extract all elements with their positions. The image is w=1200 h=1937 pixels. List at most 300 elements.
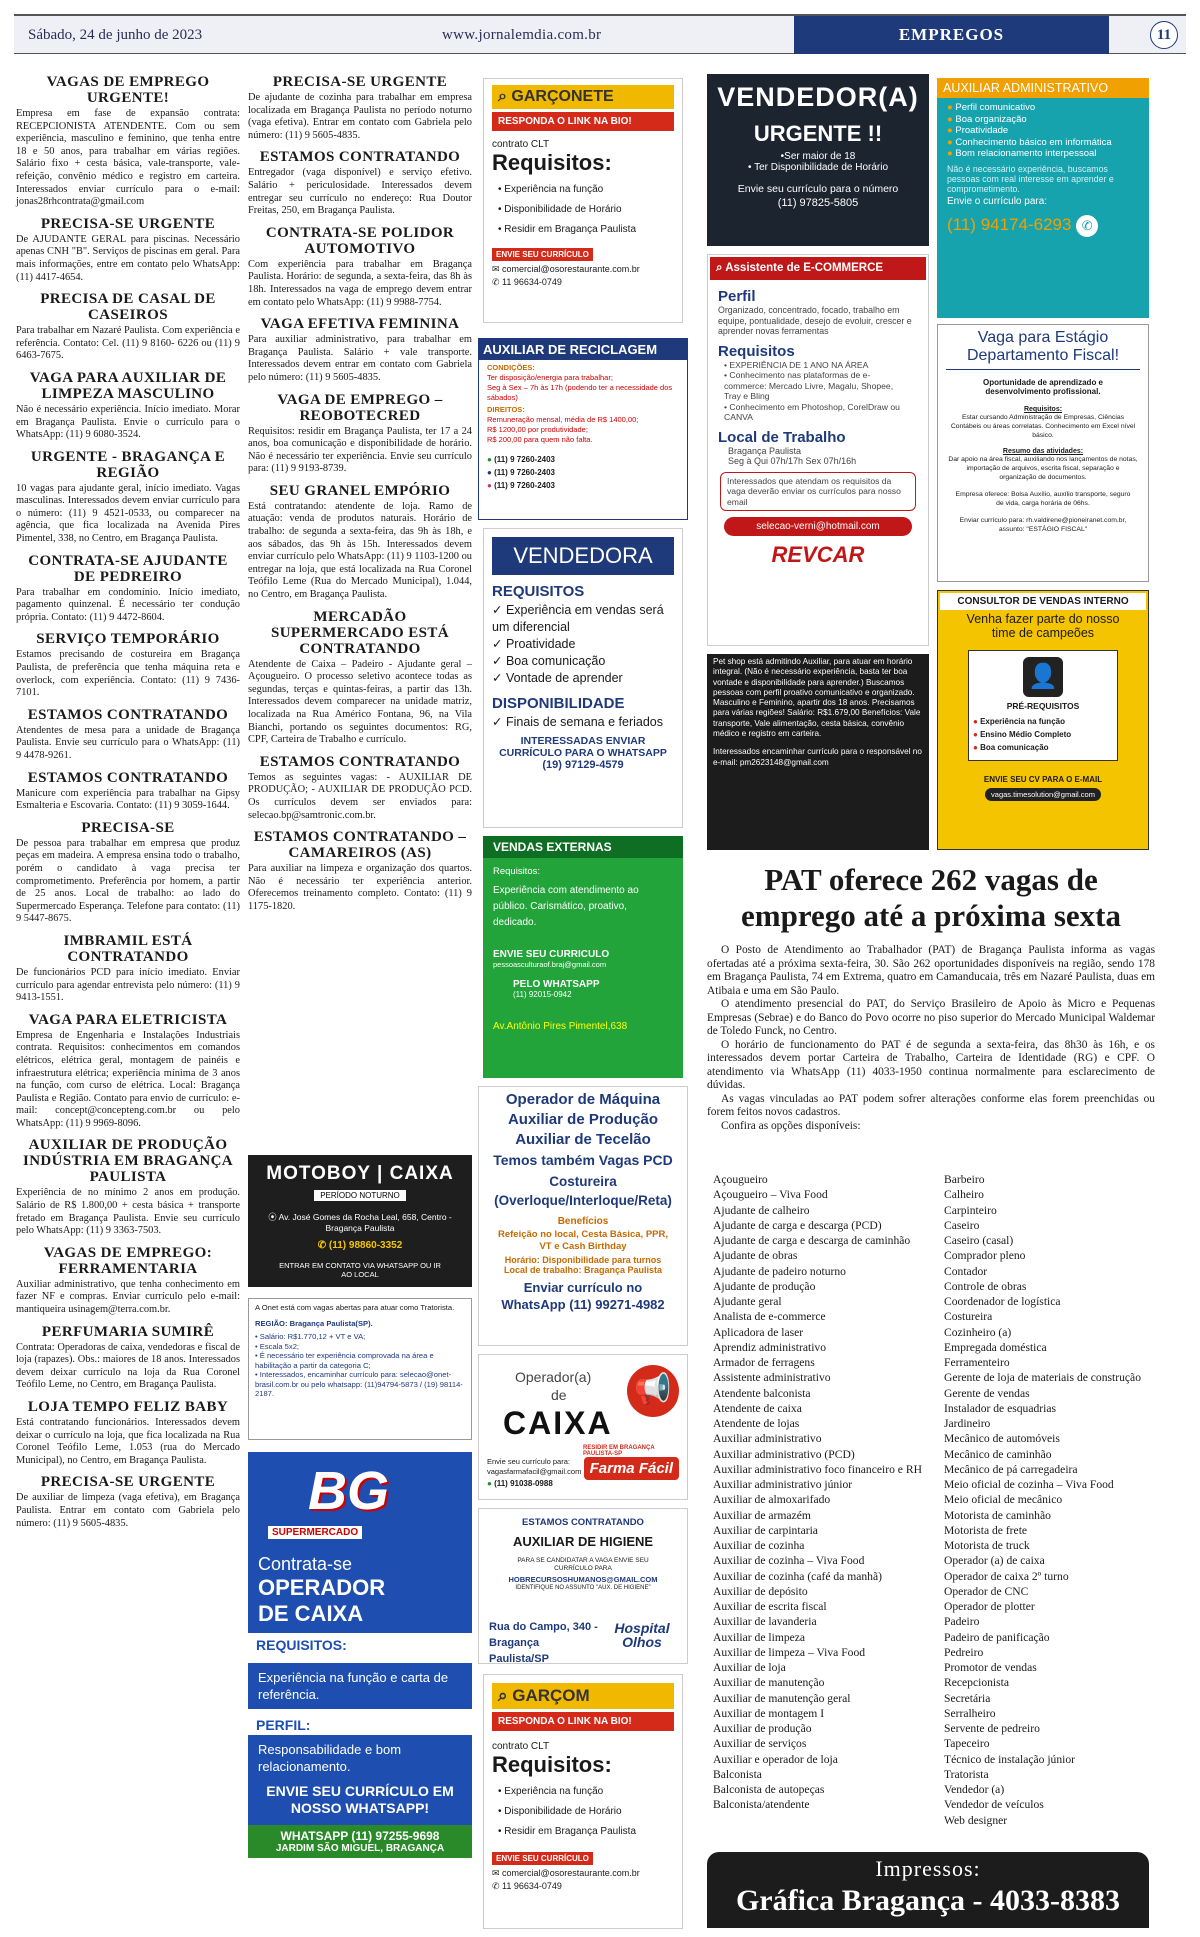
classified-ad <box>248 829 472 913</box>
classified-ad <box>248 74 472 142</box>
ad-bar: RESPONDA O LINK NA BIO! <box>492 112 674 131</box>
ad-title-1: Vaga para Estágio <box>977 329 1109 346</box>
vacancy-item: Mecânico de automóveis <box>944 1432 1060 1446</box>
vacancy-item: Aprendiz administrativo <box>713 1340 827 1354</box>
bullet-icon: • <box>255 1351 260 1360</box>
ad-vendas-externas <box>483 836 683 1078</box>
ad-phone-2: ● (11) 9 7260-2403 <box>487 468 555 477</box>
bullet-icon: • <box>255 1370 260 1379</box>
vacancy-item: Auxiliar de manutenção <box>713 1676 825 1690</box>
vacancy-item: Vendedor de veículos <box>944 1798 1044 1812</box>
classified-ad <box>16 553 240 625</box>
vacancy-item: Caseiro <box>944 1218 980 1232</box>
ad-dir-2: R$ 1200,00 por produtividade; <box>487 425 588 434</box>
ad-title: MOTOBOY | CAIXA <box>266 1163 454 1184</box>
ad-email: HOBRECURSOSHUMANOS@GMAIL.COM <box>508 1575 658 1584</box>
vacancy-item: Operador de CNC <box>944 1584 1029 1598</box>
vacancy-item: Aplicadora de laser <box>713 1325 804 1339</box>
list-item <box>255 1342 465 1352</box>
classified-ad <box>16 707 240 763</box>
ad-line-3: PARA SE CANDIDATAR A VAGA ENVIE SEU CURRÍCULO PARA <box>517 1557 649 1572</box>
vacancy-item: Empregada doméstica <box>944 1340 1047 1354</box>
ad-benefits: Refeição no local, Cesta Básica, PPR, VT e Cash Birthday <box>497 1229 668 1252</box>
vacancy-item: Coordenador de logística <box>944 1295 1061 1308</box>
ad-headline: MERCADÃO SUPERMERCADO ESTÁ CONTRATANDO <box>270 608 450 657</box>
ad-send: Enviar currículo para: rh.valdirene@pioneiranet.com.br, assunto: "ESTÁGIO FISCAL" <box>959 517 1127 533</box>
ad-operador-maquina <box>478 1086 688 1346</box>
ad-whatsapp: WHATSAPP (11) 97255-9698 <box>280 1829 440 1843</box>
classified-ad <box>248 609 472 747</box>
ad-subtitle: PERÍODO NOTURNO <box>314 1190 406 1201</box>
ad-line-2: de <box>551 1387 567 1403</box>
ad-title: AUXILIAR DE RECICLAGEM <box>479 339 687 360</box>
article-paragraph: O horário de funcionamento do PAT é de segunda a sexta-feira, das 8h30 às 16h, e os interessados devem portar Carteira de Trabalho, Carteira de Identidade (RG) e CPF. O atendimento via WhatsApp (11) 4033-1950 continua normalmente para esclarecimento de dúvidas. <box>707 1038 1155 1091</box>
list-item-text: Boa organização <box>955 113 1027 125</box>
list-item <box>947 125 1139 137</box>
vacancy-item: Meio oficial de mecânico <box>944 1493 1063 1507</box>
ad-local-2: Seg à Qui 07h/17h Sex 07h/16h <box>728 455 857 466</box>
ad-cta: Envie seu currículo para o número <box>737 183 899 195</box>
bullet-icon: • <box>498 1826 505 1837</box>
vacancy-item: Costureira <box>944 1310 993 1324</box>
facebook-icon: ● <box>487 468 495 477</box>
ad-email: vagas.timesolution@gmail.com <box>985 788 1101 801</box>
classified-ad <box>16 449 240 546</box>
vacancy-item: Contador <box>944 1264 988 1278</box>
classified-ad <box>248 392 472 476</box>
vacancy-item: Ajudante de produção <box>713 1279 816 1293</box>
vacancy-item: Secretária <box>944 1691 991 1705</box>
ad-line-1: ESTAMOS CONTRATANDO <box>522 1517 644 1528</box>
list-item-text: Escala 5x2; <box>259 1341 300 1351</box>
ad-title: ⌕ GARÇONETE <box>492 85 674 109</box>
classified-ad <box>16 770 240 813</box>
ad-req: Requisitos: <box>493 866 540 877</box>
ad-email: selecao-verni@hotmail.com <box>724 517 912 536</box>
vacancy-item: Padeiro de panificação <box>944 1630 1050 1644</box>
vacancy-item: Controle de obras <box>944 1279 1027 1293</box>
vacancy-item: Instalador de esquadrias <box>944 1401 1057 1415</box>
vacancy-item: Ajudante geral <box>713 1295 782 1308</box>
ad-body: De ajudante de cozinha para trabalhar em empresa localizada em Bragança Paulista no período noturno (vaga efetiva). Entrar em contato com Gabriela pelo número: (11) 9 5605-4835. <box>248 92 472 141</box>
ad-ecommerce <box>707 254 929 646</box>
vacancy-item: Motorista de caminhão <box>944 1508 1051 1522</box>
phone-icon: ✆ <box>492 277 503 287</box>
vacancy-item: Mecânico de pá carregadeira <box>944 1462 1078 1476</box>
vacancy-item: Auxiliar de limpeza – Viva Food <box>713 1645 866 1659</box>
vacancy-item: Auxiliar de lavanderia <box>713 1615 817 1629</box>
ad-address: ⦿ Av. José Gomes da Rocha Leal, 658, Centro - Bragança Paulista <box>268 1212 452 1233</box>
vacancy-item: Operador (a) de caixa <box>944 1554 1045 1568</box>
article-headline: PAT oferece 262 vagas de emprego até a próxima sexta <box>741 862 1121 933</box>
classified-ad <box>248 754 472 822</box>
ad-headline: SEU GRANEL EMPÓRIO <box>269 482 451 499</box>
ad-text: Pet shop está admitindo Auxiliar, para atuar em horário integral. (Não é necessário experiência, basta ter boa vontade e disponibilidade para aprender.) Buscamos pessoas com perfil proativo comunicativo e organizado. Masculino e Feminino, apartir dos 18 anos. Precisamos para várias regiões! Salário: R$1.679,00 Benefícios: Vale transporte, Vale alimentação, cesta básica, convênio médico e registro em carteira. <box>713 657 921 739</box>
whatsapp-icon: ● <box>487 1479 495 1488</box>
ad-line-3: Auxiliar de Tecelão <box>515 1131 651 1148</box>
vacancy-item: Operador de plotter <box>944 1600 1035 1613</box>
list-item-text: Experiência na função <box>980 717 1065 726</box>
ad-headline: URGENTE - BRAGANÇA E REGIÃO <box>30 448 226 481</box>
ad-clt: contrato CLT <box>492 1741 550 1752</box>
ad-body: De pessoa para trabalhar em empresa que produz peças em madeira. A empresa ensina todo o trabalho, porém o candidato à vaga precisa ter comprometimento. Preferência por homem, a partir de 25 anos. Local de trabalho: ao lado do Supermercado Esperança. Telefone para contato: (11) 9 5447-8675. <box>16 837 240 925</box>
ad-body: Atendente de Caixa – Padeiro - Ajudante geral – Açougueiro. O processo seletivo acontece todas as segundas, terças e quintas-feiras, a partir das 13h. Interessados devem comparecer na unidade matriz, localizada na Rua Américo Fontana, 96, na Vila Bianchi, portando os seguintes documentos: RG, CPF, Carteira de Trabalho e currículo. <box>248 658 472 746</box>
ad-footer: ENTRAR EM CONTATO VIA WHATSAPP OU IR AO LOCAL <box>279 1261 441 1279</box>
ad-subtitle: Venha fazer parte do nosso time de campeões <box>966 612 1120 640</box>
ad-estagio-fiscal <box>937 324 1149 582</box>
classified-ad <box>16 370 240 442</box>
ad-line-4: Temos também Vagas PCD <box>493 1152 673 1168</box>
ad-dir-label: DIREITOS: <box>487 405 525 414</box>
ad-headline: PRECISA-SE URGENTE <box>40 1474 216 1491</box>
ad-cta: Enviar currículo no WhatsApp (11) 99271-4982 <box>501 1280 665 1312</box>
list-item-text: Boa comunicação <box>505 654 606 668</box>
vacancy-item: Técnico de instalação júnior <box>944 1752 1076 1766</box>
ad-wa: PELO WHATSAPP <box>513 979 600 990</box>
farma-facil-logo: Farma Fácil <box>584 1457 679 1480</box>
vacancy-item: Mecânico de caminhão <box>944 1447 1052 1461</box>
ad-email: ✉ comercial@osorestaurante.com.br <box>492 264 640 274</box>
ad-body: Empresa em fase de expansão contrata: RECEPCIONISTA ATENDENTE. Com ou sem experiência, masculino e feminino, que tenha entre 18 e 50 anos, para trabalhar em várias regiões. Salário fixo + cesta básica, vale-transporte, vale-refeição, convênio médico e registro em carteira. Interessados enviar currículo para o e-mail: jonas28rhcontrata@gmail.com <box>16 108 240 208</box>
ad-line-1: Operador de Máquina <box>505 1091 661 1108</box>
ad-perf-label: PERFIL: <box>256 1717 311 1733</box>
vacancy-item: Ajudante de carga e descarga (PCD) <box>713 1218 882 1232</box>
page-header <box>14 14 1186 54</box>
ad-title: CONSULTOR DE VENDAS INTERNO <box>940 593 1146 610</box>
bullet-icon: ● <box>973 717 981 726</box>
ad-headline-3: DE CAIXA <box>258 1601 364 1626</box>
ad-body: Não é necessário experiência. Início imediato. Morar em Bragança Paulista. Envie o currículo para o WhatsApp: (11) 9 6080-3524. <box>16 403 240 441</box>
vacancy-item: Açougueiro – Viva Food <box>713 1188 828 1202</box>
ad-headline: SERVIÇO TEMPORÁRIO <box>36 631 220 648</box>
hospital-olhos-logo: Hospital Olhos <box>614 1620 670 1650</box>
ad-title: VENDEDORA <box>492 537 674 575</box>
list-item <box>498 1822 668 1842</box>
ad-title: ⌕ GARÇOM <box>492 1683 674 1709</box>
ad-req: Requisitos: <box>492 1752 612 1777</box>
bullet-icon: ● <box>947 148 956 159</box>
vacancy-item: Analista de e-commerce <box>713 1310 826 1324</box>
vacancy-item: Armador de ferragens <box>713 1356 815 1369</box>
vacancy-item: Serralheiro <box>944 1706 996 1720</box>
bullet-icon: • <box>498 204 505 215</box>
ad-headline: AUXILIAR DE PRODUÇÃO INDÚSTRIA EM BRAGANÇA PAULISTA <box>22 1137 234 1186</box>
ad-motoboy-caixa <box>248 1155 472 1287</box>
list-item-text: Boa comunicação <box>980 743 1049 752</box>
vacancy-item: Web designer <box>944 1813 1008 1827</box>
list-item-text: Bom relacionamento interpessoal <box>955 148 1097 159</box>
vacancy-item: Operador de caixa 2º turno <box>944 1569 1069 1583</box>
list-item <box>492 636 674 653</box>
list-item-text: Perfil comunicativo <box>955 102 1036 113</box>
ad-schedule: Horário: Disponibilidade para turnos <box>504 1255 662 1265</box>
ad-dir-1: Remuneração mensal, média de R$ 1400,00; <box>487 415 639 424</box>
list-item <box>947 102 1139 114</box>
bullet-icon: • <box>498 224 505 235</box>
ad-subtitle: RESIDIR EM BRAGANÇA PAULISTA-SP <box>583 1445 655 1457</box>
vacancy-item: Auxiliar de escrita fiscal <box>713 1600 827 1613</box>
ad-phone-3: ● (11) 9 7260-2403 <box>487 481 555 490</box>
ad-phone: (11) 94174-6293 ✆ <box>947 215 1139 237</box>
vacancy-item: Barbeiro <box>944 1173 985 1186</box>
vacancy-item: Atendente balconista <box>713 1386 811 1400</box>
check-icon: ✓ <box>492 715 506 729</box>
list-item-text: Residir em Bragança Paulista <box>504 1826 637 1837</box>
check-icon: ✓ <box>492 637 506 651</box>
issue-date: Sábado, 24 de junho de 2023 <box>28 27 203 43</box>
bullet-icon: • <box>255 1341 260 1351</box>
bullet-icon: ● <box>947 125 956 136</box>
ad-line-4: IDENTIFIQUE NO ASSUNTO "AUX. DE HIGIENE" <box>515 1585 651 1591</box>
check-icon: ✓ <box>492 671 506 685</box>
list-item <box>492 602 674 636</box>
vacancy-item: Auxiliar de montagem I <box>713 1706 825 1720</box>
vacancy-item: Tratorista <box>944 1767 989 1781</box>
vacancy-item: Motorista de frete <box>944 1523 1028 1537</box>
bullet-icon: • <box>498 1806 505 1817</box>
ad-body: Empresa de Engenharia e Instalações Industriais contrata. Requisitos: conhecimentos em comandos elétricos, elétrica geral, montagem de painéis e infraestrutura elétrica; experiência mínima de 3 anos na função, com curso de elétrica. Local: Bragança Paulista e Região. Contato para envio de currículo: e-mail: concept@concepteng.com.br ou pelo WhatsApp: (11) 9 9969-8096. <box>16 1029 240 1129</box>
ad-auxiliar-administrativo <box>937 78 1149 318</box>
ad-cond-2: Seg à Sex – 7h às 17h (podendo ter a necessidade dos sábados) <box>487 383 673 402</box>
ad-headline: VAGA EFETIVA FEMININA <box>260 316 460 333</box>
phone-icon: ✆ <box>492 1881 503 1891</box>
vacancy-item: Gerente de loja de materiais de construção <box>944 1371 1142 1385</box>
vacancy-item: Auxiliar administrativo júnior <box>713 1478 853 1491</box>
ad-body: Para auxiliar administrativo, para trabalhar em Bragança Paulista. Salário + vale transporte. Interessados devem entrar em contato com Gabriela pelo número: (11) 9 5605-4835. <box>248 334 472 383</box>
vacancy-item: Auxiliar administrativo (PCD) <box>713 1447 855 1461</box>
ad-urgent: URGENTE !! <box>753 121 883 146</box>
ad-list <box>255 1332 465 1399</box>
vacancy-item: Ferramenteiro <box>944 1356 1010 1369</box>
ad-headline: ESTAMOS CONTRATANDO <box>27 769 229 786</box>
ad-cond-1: Ter disposição/energia para trabalhar; <box>487 373 613 382</box>
vacancy-item: Auxiliar de limpeza <box>713 1630 806 1644</box>
ad-req: REQUISITOS <box>492 583 585 600</box>
list-item-text: Conhecimento em Photoshop, CorelDraw ou CANVA <box>724 401 900 422</box>
list-item <box>973 728 1113 741</box>
ad-body: De auxiliar de limpeza (vaga efetiva), em Bragança Paulista. Entrar em contato com Gabriela pelo número: (11) 9 5605-4835. <box>16 1492 240 1529</box>
ad-bottom <box>248 1735 472 1825</box>
ad-headline: PRECISA DE CASAL DE CASEIROS <box>40 291 216 324</box>
ad-footer: Interessados encaminhar currículo para o responsável no e-mail: pm2623148@gmail.com <box>713 747 922 767</box>
whatsapp-icon: ✆ <box>1076 215 1098 237</box>
vacancy-item: Padeiro <box>944 1615 980 1629</box>
ad-body: Entregador (vaga disponível) e serviço efetivo. Salário + periculosidade. Interessados devem entregar seu currículo no endereço: Rua Doutor Freitas, 250, em Bragança Paulista. <box>248 167 472 217</box>
ad-body: Temos as seguintes vagas: - AUXILIAR DE PRODUÇÃO; - AUXILIAR DE PRODUÇÃO PCD. Os currículos devem ser enviados para: selecao.bp@samtronic.com.br. <box>248 771 472 821</box>
list-item <box>498 200 668 220</box>
bullet-icon: ● <box>947 136 956 148</box>
bullet-icon: • <box>498 184 505 195</box>
whatsapp-icon: ✆ <box>317 1240 329 1251</box>
bg-logo: BG <box>308 1461 389 1521</box>
ad-req-text: Experiência na função e carta de referência. <box>248 1663 472 1709</box>
article-body <box>707 944 1155 1133</box>
classified-ad <box>16 933 240 1005</box>
ad-cta: ENVIE SEU CURRÍCULO EM NOSSO WHATSAPP! <box>266 1783 454 1816</box>
ad-headline: VAGA PARA ELETRICISTA <box>28 1011 228 1028</box>
list-item-text: Residir em Bragança Paulista <box>504 224 637 235</box>
ad-res: Dar apoio na área fiscal, auxiliando nos lançamentos de notas, importação de arquivos, escrita fiscal, separação e organização de documentos. <box>948 456 1138 481</box>
page-number: 11 <box>1150 21 1178 49</box>
list-item-text: EXPERIÊNCIA DE 1 ANO NA ÁREA <box>729 359 869 370</box>
ad-intro: A Onet está com vagas abertas para atuar como Tratorista. <box>255 1303 455 1312</box>
ad-opportunity: Oportunidade de aprendizado e desenvolvimento profissional. <box>982 378 1103 396</box>
ad-title: AUXILIAR ADMINISTRATIVO <box>937 78 1149 98</box>
ad-headline: VAGA DE EMPREGO – REOBOTECRED <box>277 391 443 424</box>
ad-vendedor-urgente <box>707 74 929 246</box>
ad-req: Estar cursando Administração de Empresas, Ciências Contábeis ou áreas correlatas. Conhecimento em Excel nível básico. <box>950 414 1136 439</box>
user-icon: 👤 <box>1023 657 1063 697</box>
ad-label: Impressos: <box>875 1856 981 1881</box>
classifieds-column-1 <box>16 74 240 1537</box>
classified-ad <box>16 291 240 363</box>
vacancy-item: Auxiliar de cozinha – Viva Food <box>713 1554 865 1568</box>
ad-profile-label: Perfil <box>718 288 756 305</box>
vacancy-item: Auxiliar de cozinha (café da manhã) <box>713 1569 882 1583</box>
list-item-text: Disponibilidade de Horário <box>504 1806 622 1817</box>
article-paragraph: As vagas vinculadas ao PAT podem sofrer alterações conforme elas forem preenchidas ou forem feitos novos cadastros. <box>707 1092 1155 1118</box>
ad-body: De funcionários PCD para início imediato. Enviar currículo para agendar entrevista pelo número: (11) 9 9413-1551. <box>16 966 240 1004</box>
vacancy-item: Ajudante de obras <box>713 1249 798 1263</box>
bullet-icon: ● <box>947 102 956 113</box>
ad-note: Não é necessário experiência, buscamos pessoas com real interesse em aprender e comprometimento. <box>947 163 1114 194</box>
vacancy-item: Balconista/atendente <box>713 1798 810 1812</box>
ad-perf-text: Responsabilidade e bom relacionamento. <box>258 1742 402 1774</box>
ad-grafica-braganca <box>707 1852 1149 1928</box>
ad-body: Atendentes de mesa para a unidade de Bragança Paulista. Envie seu currículo para o WhatsApp: (11) 9 4478-9261. <box>16 724 240 761</box>
list-item <box>947 114 1139 126</box>
list-item-text: É necessário ter experiência comprovada na área e habilitação a partir da categoria C; <box>255 1351 434 1370</box>
article-paragraph: Confira as opções disponíveis: <box>721 1119 861 1132</box>
ad-line-2: AUXILIAR DE HIGIENE <box>512 1534 654 1549</box>
vacancy-item: Auxiliar de carpintaria <box>713 1523 818 1537</box>
vacancy-item: Ajudante de calheiro <box>713 1203 810 1217</box>
search-icon: ⌕ <box>716 262 726 274</box>
list-item <box>947 137 1139 149</box>
vacancy-item: Recepcionista <box>944 1676 1010 1690</box>
vacancy-item: Tapeceiro <box>944 1737 990 1751</box>
ad-profile: Organizado, concentrado, focado, trabalho em equipe, pontualidade, desejo de evoluir, crescer e aprender novas ferramentas <box>718 305 912 336</box>
ad-local-1: Bragança Paulista <box>728 445 802 456</box>
ad-body: Para trabalhar em condomínio. Início imediato, pagamento quinzenal. É necessário ter condução própria. Contato: (11) 9 4472-8604. <box>16 586 240 623</box>
ad-disp-1: ✓ Finais de semana e feriados <box>492 715 663 729</box>
vacancy-item: Auxiliar administrativo <box>713 1432 822 1446</box>
vacancy-item: Comprador pleno <box>944 1249 1026 1263</box>
ad-clt: contrato CLT <box>492 139 550 150</box>
ad-req-2: • Ter Disponibilidade de Horário <box>747 162 889 173</box>
ad-address: Av.Antônio Pires Pimentel,638 <box>493 1021 628 1032</box>
vacancy-item: Atendente de caixa <box>713 1401 802 1415</box>
ad-line-5: Costureira (Overloque/Interloque/Reta) <box>494 1174 672 1208</box>
ad-headline: VAGAS DE EMPREGO URGENTE! <box>46 74 210 106</box>
ad-address: JARDIM SÃO MIGUEL, BRAGANÇA <box>275 1843 445 1854</box>
ad-cta: INTERESSADAS ENVIAR CURRÍCULO PARA O WHATSAPP <box>499 735 667 759</box>
instagram-icon: ● <box>487 481 495 490</box>
ad-dir-3: R$ 200,00 para quem não falta. <box>487 435 593 444</box>
ad-logo-area <box>248 1452 472 1550</box>
bullet-icon: • <box>255 1332 260 1341</box>
list-item <box>498 1782 668 1802</box>
ad-offer: Empresa oferece: Bolsa Auxílio, auxílio transporte, seguro de vida, carga horária de 06hs. <box>955 491 1131 507</box>
vacancy-item: Cozinheiro (a) <box>944 1325 1012 1339</box>
vacancy-item: Auxiliar de loja <box>713 1661 786 1674</box>
classified-ad <box>248 483 472 602</box>
ad-list <box>498 1782 668 1842</box>
ad-body: Experiência de no mínimo 2 anos em produção. Salário de R$ 1.800,00 + cesta básica + transporte fretado em Bragança Paulista. Envie seu currículo pelo WhatsApp: (11) 9 3363-7503. <box>16 1187 240 1237</box>
classified-ad <box>16 1012 240 1131</box>
classified-ad <box>16 820 240 926</box>
ad-body: Está contratando: atendente de loja. Ramo de atuação: venda de produtos naturais. Horário de trabalho: de segunda a sexta-feira, das 9h às 18h, e aos sábados, das 9h às 15h. Interessados devem enviar currículo pelo WhatsApp: (11) 9 1103-1200 ou entregar na loja, que está localizada na Rua Coronel Teófilo Leme (Rua do Mercado Municipal), 1.044, no Centro, em Bragança Paulista. <box>248 500 472 601</box>
ad-headline-2: OPERADOR <box>258 1575 386 1600</box>
list-item-text: Interessados, encaminhar currículo para: selecao@onet-brasil.com.br ou pelo whatsapp: (11)94794-5873 / (19) 98114-2187. <box>255 1370 463 1398</box>
ad-list <box>498 180 668 240</box>
ad-location: Local de trabalho: Bragança Paulista <box>503 1265 663 1275</box>
bullet-icon: ● <box>973 730 981 739</box>
list-item <box>255 1351 465 1370</box>
mail-icon: ✉ <box>492 1868 503 1878</box>
list-item-text: Experiência na função <box>504 184 604 195</box>
ad-region: REGIÃO: Bragança Paulista(SP). <box>255 1318 373 1328</box>
ad-consultor-vendas <box>937 590 1149 850</box>
ad-email: pessoasculturaof.braj@gmail.com <box>493 960 607 969</box>
vacancy-item: Auxiliar de produção <box>713 1722 812 1735</box>
whatsapp-icon: ● <box>487 455 495 464</box>
vacancy-item: Auxiliar de manutenção geral <box>713 1691 851 1705</box>
mail-icon: ✉ <box>492 264 503 274</box>
list-item-text: Vontade de aprender <box>505 671 623 685</box>
classified-ad <box>16 1399 240 1467</box>
bg-logo-sub: SUPERMERCADO <box>268 1526 362 1539</box>
article-paragraph: O atendimento presencial do PAT, do Serviço Brasileiro de Apoio às Micro e Pequenas Empresas (Sebrae) e do Banco do Povo ocorre no piso superior do Mercado Municipal Waldemar de Toledo Funck, no Centro. <box>707 998 1155 1037</box>
ad-interested: Interessados que atendam os requisitos da vaga deverão enviar os currículos para nosso email <box>720 472 916 512</box>
ad-headline-1: Contrata-se <box>258 1554 353 1574</box>
list-item-text: Proatividade <box>955 125 1009 136</box>
ad-phone: ✆ 11 96634-0749 <box>492 1881 562 1891</box>
vacancy-item: Promotor de vendas <box>944 1661 1037 1674</box>
bullet-icon: • <box>724 370 730 380</box>
classified-ad <box>248 149 472 217</box>
ad-headline: CONTRATA-SE POLIDOR AUTOMOTIVO <box>265 224 455 257</box>
ad-headline: PRECISA-SE <box>81 819 175 836</box>
ad-req: Requisitos: <box>492 150 612 175</box>
vacancy-item: Auxiliar administrativo foco financeiro e RH <box>713 1462 922 1476</box>
ad-email: ✉ comercial@osorestaurante.com.br <box>492 1868 640 1878</box>
ad-bar: RESPONDA O LINK NA BIO! <box>492 1712 674 1731</box>
ad-title-2: Departamento Fiscal! <box>946 347 1140 370</box>
ad-reciclagem <box>478 338 688 520</box>
ad-email: vagasfarmafacil@gmail.com <box>487 1467 582 1476</box>
ad-headline: VAGA PARA AUXILIAR DE LIMPEZA MASCULINO <box>29 369 227 402</box>
list-item-text: Conhecimento básico em informática <box>955 136 1112 148</box>
ad-phone: ✆ 11 96634-0749 <box>492 277 562 287</box>
ad-headline: ESTAMOS CONTRATANDO <box>27 706 229 723</box>
ad-headline: PRECISA-SE URGENTE <box>40 215 216 232</box>
classified-ad <box>16 1137 240 1237</box>
list-item-text: Disponibilidade de Horário <box>504 204 622 215</box>
site-url[interactable]: www.jornalemdia.com.br <box>442 27 602 43</box>
list-item-text: Proatividade <box>505 637 576 651</box>
ad-title: VENDAS EXTERNAS <box>483 836 683 858</box>
revcar-logo: REVCAR <box>771 542 865 567</box>
vacancy-item: Atendente de lojas <box>713 1417 800 1430</box>
classified-ad <box>16 631 240 699</box>
ad-list <box>492 602 674 687</box>
ad-cv: ENVIE SEU CV PARA O E-MAIL <box>983 775 1103 784</box>
vacancy-item: Auxiliar de serviços <box>713 1737 807 1751</box>
ad-phone: ● (11) 91038-0988 <box>487 1479 553 1488</box>
classified-ad <box>16 74 240 209</box>
ad-headline: LOJA TEMPO FELIZ BABY <box>27 1399 229 1415</box>
